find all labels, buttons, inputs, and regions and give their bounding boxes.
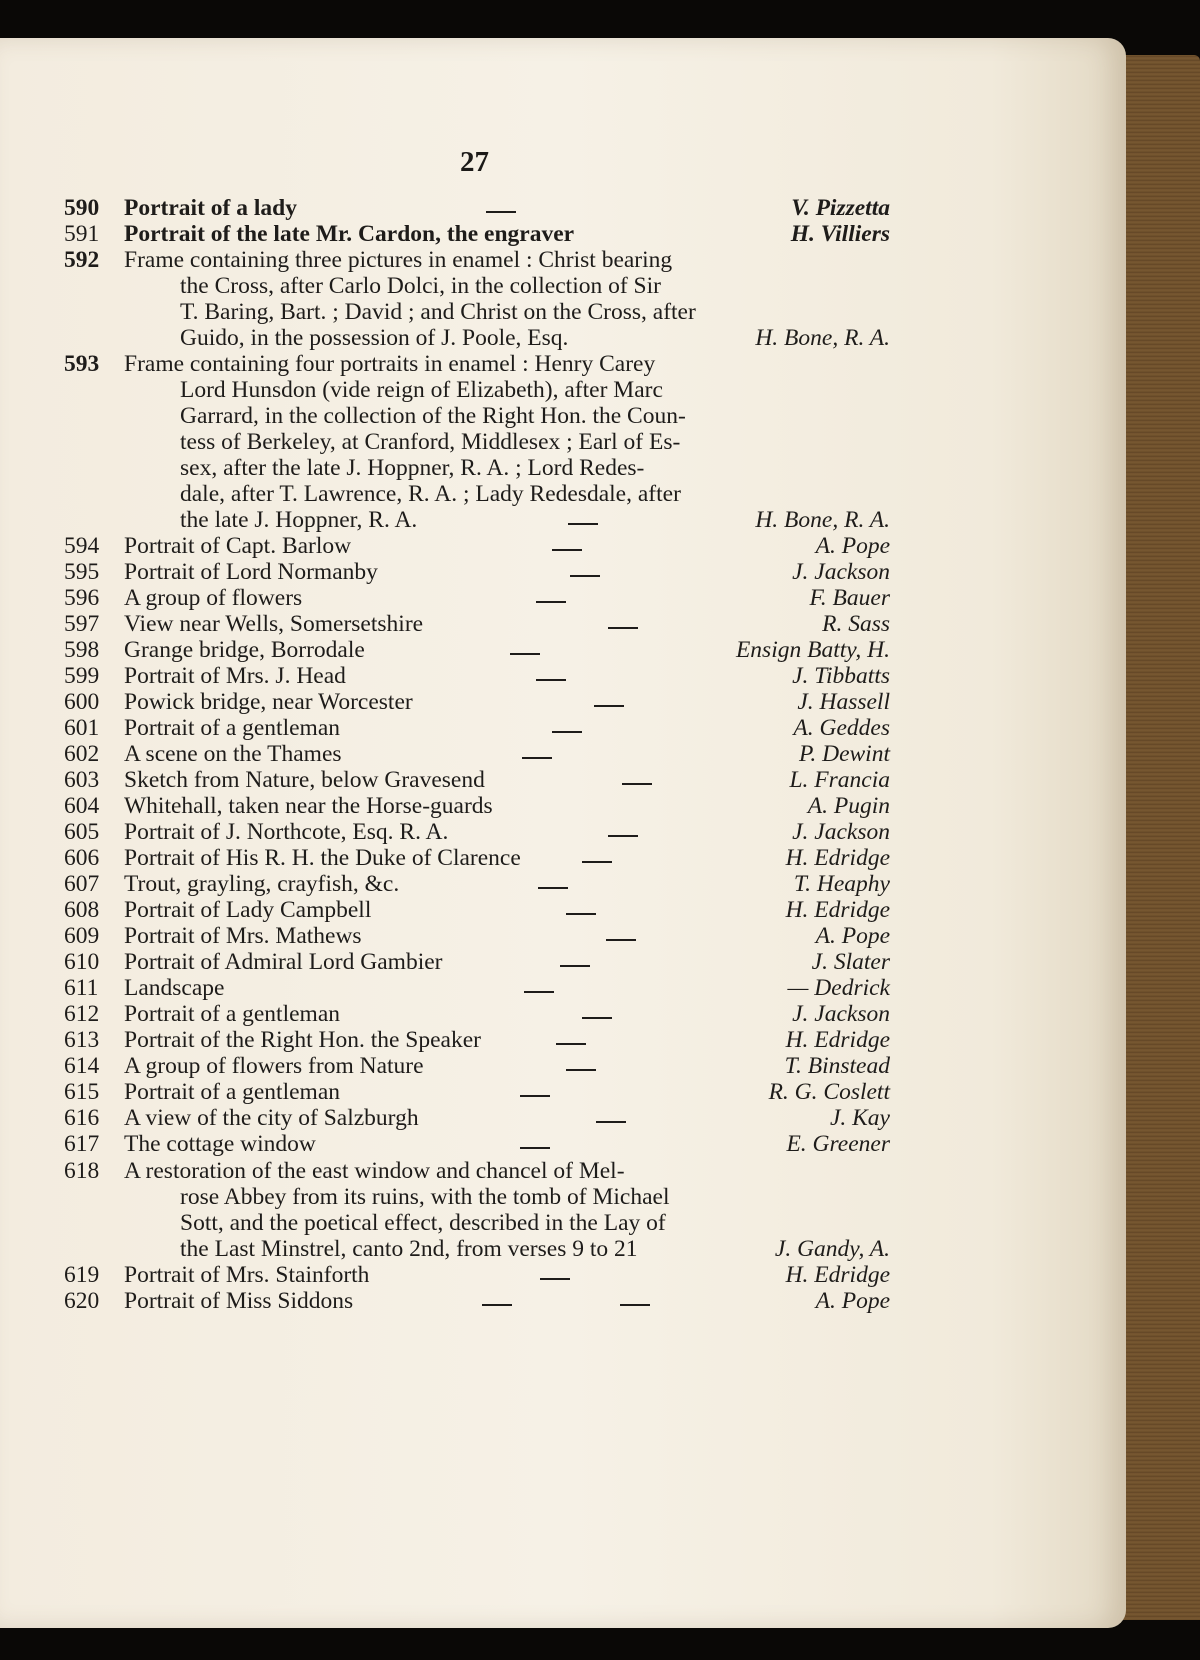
entry-line: A restoration of the east window and chancel of Mel-: [124, 1158, 625, 1184]
dash-separator: [520, 1095, 550, 1097]
entry-line: Garrard, in the collection of the Right Hon. the Coun-: [180, 403, 686, 429]
entry-title: Whitehall, taken near the Horse-guards: [124, 793, 493, 819]
dash-separator: [552, 731, 582, 733]
artist-slot: [640, 715, 890, 742]
entry-title: A group of flowers from Nature: [124, 1053, 424, 1079]
entry-number: 619: [64, 1262, 100, 1288]
entry-number: 599: [64, 663, 100, 689]
entry-number: 590: [64, 195, 100, 221]
entry-artist: J. Jackson: [792, 559, 890, 585]
entry-number: 594: [64, 533, 100, 559]
dash-separator: [556, 1043, 586, 1045]
entry-number: 614: [64, 1053, 100, 1079]
entry-artist: H. Edridge: [785, 845, 890, 871]
artist-slot: [640, 975, 890, 1002]
entry-line: Frame containing four portraits in enamel : Henry Carey: [124, 351, 656, 377]
entry-artist: H. Edridge: [785, 1027, 890, 1053]
entry-title: A view of the city of Salzburgh: [124, 1105, 419, 1131]
entry-artist: A. Pope: [815, 533, 890, 559]
dash-separator: [536, 601, 566, 603]
entry-title: A scene on the Thames: [124, 741, 342, 767]
artist-slot: [640, 663, 890, 690]
entry-artist: R. Sass: [822, 611, 890, 637]
artist-slot: [640, 1105, 890, 1132]
entry-line: rose Abbey from its ruins, with the tomb of Michael: [180, 1184, 670, 1210]
entry-number: 608: [64, 897, 100, 923]
dash-separator: [560, 965, 590, 967]
dash-separator: [582, 861, 612, 863]
artist-slot: [640, 1262, 890, 1289]
entry-line: dale, after T. Lawrence, R. A. ; Lady Redesdale, after: [180, 481, 681, 507]
entry-number: 617: [64, 1131, 100, 1157]
artist-slot: [640, 741, 890, 768]
entry-title: Portrait of Mrs. Stainforth: [124, 1262, 370, 1288]
entry-title: Portrait of the Right Hon. the Speaker: [124, 1027, 481, 1053]
artist-slot: [640, 689, 890, 716]
artist-slot: [640, 845, 890, 872]
dash-separator: [606, 939, 636, 941]
entry-line: Sott, and the poetical effect, described in the Lay of: [180, 1210, 666, 1236]
entry-artist: F. Bauer: [809, 585, 890, 611]
artist-slot: [640, 637, 890, 664]
artist-slot: [640, 1001, 890, 1028]
entry-line: tess of Berkeley, at Cranford, Middlesex ; Earl of Es-: [180, 429, 681, 455]
entry-title: Landscape: [124, 975, 225, 1001]
entry-number: 610: [64, 949, 100, 975]
entry-title: Portrait of Miss Siddons: [124, 1288, 354, 1314]
entry-artist: T. Binstead: [784, 1053, 890, 1079]
entry-number: 595: [64, 559, 100, 585]
artist-slot: [640, 325, 890, 352]
entry-number: 612: [64, 1001, 100, 1027]
entry-title: View near Wells, Somersetshire: [124, 611, 424, 637]
entry-line: Guido, in the possession of J. Poole, Esq.: [180, 325, 569, 351]
entry-number: 597: [64, 611, 100, 637]
dash-separator: [510, 653, 540, 655]
entry-artist: A. Pugin: [807, 793, 890, 819]
entry-number: 603: [64, 767, 100, 793]
entry-artist: J. Kay: [829, 1105, 890, 1131]
entry-number: 609: [64, 923, 100, 949]
entry-artist: V. Pizzetta: [791, 195, 890, 221]
entry-line: Frame containing three pictures in enamel : Christ bearing: [124, 247, 673, 273]
entry-number: 600: [64, 689, 100, 715]
entry-title: Portrait of Mrs. Mathews: [124, 923, 362, 949]
dash-separator: [608, 835, 638, 837]
entry-artist: H. Edridge: [785, 1262, 890, 1288]
entry-number: 620: [64, 1288, 100, 1314]
entry-number: 593: [64, 351, 100, 377]
entry-line: the late J. Hoppner, R. A.: [180, 507, 418, 533]
entry-artist: A. Pope: [815, 1288, 890, 1314]
entry-number: 613: [64, 1027, 100, 1053]
artist-slot: [640, 559, 890, 586]
entry-title: Portrait of a gentleman: [124, 1079, 340, 1105]
entry-number: 605: [64, 819, 100, 845]
entry-artist: H. Bone, R. A.: [755, 507, 890, 533]
dash-separator: [552, 549, 582, 551]
entry-artist: R. G. Coslett: [768, 1079, 890, 1105]
dash-separator: [582, 1017, 612, 1019]
entry-artist: P. Dewint: [799, 741, 890, 767]
entry-number: 607: [64, 871, 100, 897]
entry-artist: J. Slater: [811, 949, 890, 975]
entry-line: the Last Minstrel, canto 2nd, from verses 9 to 21: [180, 1236, 638, 1262]
entry-artist: H. Edridge: [785, 897, 890, 923]
entry-number: 591: [64, 221, 100, 247]
dash-separator: [570, 575, 600, 577]
artist-slot: [640, 949, 890, 976]
artist-slot: [640, 1053, 890, 1080]
entry-title: Portrait of Admiral Lord Gambier: [124, 949, 443, 975]
artist-slot: [640, 1236, 890, 1263]
dash-separator: [520, 1147, 550, 1149]
entry-title: Sketch from Nature, below Gravesend: [124, 767, 485, 793]
entry-title: Portrait of a gentleman: [124, 715, 340, 741]
dash-separator: [538, 887, 568, 889]
entry-artist: H. Villiers: [790, 221, 890, 247]
dash-separator: [486, 211, 516, 213]
artist-slot: [640, 1288, 890, 1315]
entry-line: Lord Hunsdon (vide reign of Elizabeth), after Marc: [180, 377, 663, 403]
artist-slot: [640, 585, 890, 612]
entry-artist: L. Francia: [789, 767, 890, 793]
entry-title: A group of flowers: [124, 585, 303, 611]
dash-separator: [608, 627, 638, 629]
dash-separator: [522, 757, 552, 759]
dash-separator: [524, 991, 554, 993]
dash-separator: [540, 1278, 570, 1280]
artist-slot: [640, 221, 890, 248]
entry-artist: J. Gandy, A.: [774, 1236, 890, 1262]
entry-number: 601: [64, 715, 100, 741]
entry-number: 606: [64, 845, 100, 871]
entry-number: 615: [64, 1079, 100, 1105]
entry-title: Portrait of Lord Normanby: [124, 559, 378, 585]
entry-artist: E. Greener: [786, 1131, 890, 1157]
entry-number: 618: [64, 1158, 100, 1184]
entry-number: 616: [64, 1105, 100, 1131]
artist-slot: [640, 611, 890, 638]
dash-separator: [536, 679, 566, 681]
entry-title: Portrait of Mrs. J. Head: [124, 663, 346, 689]
entry-line: the Cross, after Carlo Dolci, in the collection of Sir: [180, 273, 661, 299]
artist-slot: [640, 793, 890, 820]
artist-slot: [640, 767, 890, 794]
entry-artist: J. Jackson: [792, 1001, 890, 1027]
entry-number: 611: [64, 975, 99, 1001]
artist-slot: [640, 195, 890, 222]
entry-title: Portrait of His R. H. the Duke of Clarence: [124, 845, 521, 871]
entry-artist: H. Bone, R. A.: [755, 325, 890, 351]
entry-title: Powick bridge, near Worcester: [124, 689, 413, 715]
dash-separator: [594, 705, 624, 707]
entry-artist: J. Tibbatts: [792, 663, 890, 689]
artist-slot: [640, 1027, 890, 1054]
artist-slot: [640, 923, 890, 950]
entry-artist: T. Heaphy: [793, 871, 890, 897]
entry-artist: J. Jackson: [792, 819, 890, 845]
entry-number: 598: [64, 637, 100, 663]
dash-separator: [568, 523, 598, 525]
entry-title: Portrait of J. Northcote, Esq. R. A.: [124, 819, 449, 845]
entry-artist: Ensign Batty, H.: [735, 637, 890, 663]
artist-slot: [640, 533, 890, 560]
entry-title: Portrait of a lady: [124, 195, 297, 221]
entry-title: Portrait of Capt. Barlow: [124, 533, 352, 559]
entry-artist: — Dedrick: [787, 975, 890, 1001]
entry-title: The cottage window: [124, 1131, 316, 1157]
entry-title: Grange bridge, Borrodale: [124, 637, 365, 663]
dash-separator: [482, 1304, 512, 1306]
artist-slot: [640, 1079, 890, 1106]
entry-title: Trout, grayling, crayfish, &c.: [124, 871, 400, 897]
entry-number: 604: [64, 793, 100, 819]
entry-title: Portrait of the late Mr. Cardon, the engraver: [124, 221, 575, 247]
dash-separator: [596, 1121, 626, 1123]
entry-artist: A. Geddes: [793, 715, 890, 741]
entry-number: 592: [64, 247, 100, 273]
artist-slot: [640, 507, 890, 534]
artist-slot: [640, 871, 890, 898]
entry-number: 602: [64, 741, 100, 767]
entry-artist: A. Pope: [815, 923, 890, 949]
artist-slot: [640, 1131, 890, 1158]
entry-line: sex, after the late J. Hoppner, R. A. ; Lord Redes-: [180, 455, 645, 481]
dash-separator: [566, 1069, 596, 1071]
artist-slot: [640, 819, 890, 846]
dash-separator: [566, 913, 596, 915]
entry-title: Portrait of a gentleman: [124, 1001, 340, 1027]
book-page: [0, 38, 1126, 1628]
entry-line: T. Baring, Bart. ; David ; and Christ on the Cross, after: [180, 299, 696, 325]
entry-title: Portrait of Lady Campbell: [124, 897, 372, 923]
entry-artist: J. Hassell: [797, 689, 890, 715]
artist-slot: [640, 897, 890, 924]
entry-number: 596: [64, 585, 100, 611]
page-number: 27: [460, 146, 489, 178]
